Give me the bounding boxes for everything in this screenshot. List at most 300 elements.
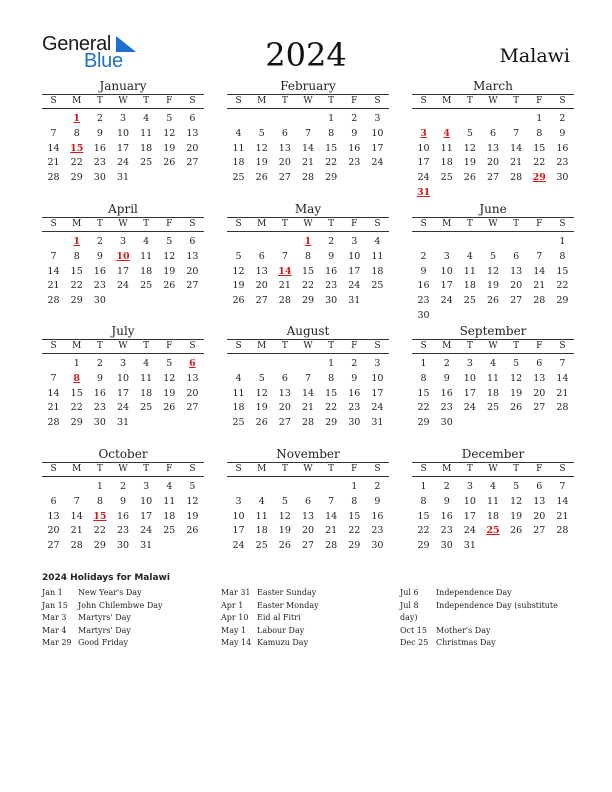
day-cell: 26: [163, 157, 176, 169]
weekday-label: T: [143, 341, 150, 351]
day-cell: 10: [463, 495, 476, 507]
weekday-label: T: [513, 219, 520, 229]
day-cell: 26: [463, 172, 476, 184]
holiday-date-label: May 1: [221, 625, 247, 635]
weekday-label: S: [559, 96, 566, 106]
day-cell: 11: [140, 250, 153, 262]
day-cell: 12: [463, 142, 476, 154]
day-cell: 13: [186, 127, 199, 139]
weekday-label: F: [166, 341, 173, 351]
weekday-label: S: [189, 219, 196, 229]
day-cell: 3: [119, 113, 127, 124]
weekday-label: T: [328, 96, 335, 106]
day-cell: 7: [536, 250, 543, 262]
day-cell: 19: [163, 265, 176, 277]
holiday-date-label: Jul 6: [400, 588, 419, 597]
day-cell: 3: [443, 250, 450, 262]
day-cell: 1: [536, 113, 543, 124]
day-cell: 23: [440, 402, 453, 414]
weekday-label: M: [442, 464, 452, 474]
day-cell: 27: [278, 417, 291, 429]
empty-day-cell: [528, 235, 551, 250]
day-cell: 23: [348, 157, 361, 169]
holiday-date: 31: [416, 186, 431, 198]
day-cell: 7: [73, 495, 80, 507]
holiday-entry: [400, 637, 572, 650]
day-cell: 13: [533, 495, 546, 507]
day-cell: 24: [371, 402, 384, 414]
day-cell: 31: [371, 417, 384, 429]
day-cell: 29: [70, 295, 83, 307]
weekday-label: M: [257, 219, 267, 229]
day-cell: 31: [463, 540, 476, 552]
weekday-label: T: [143, 96, 150, 106]
weekday-label: W: [118, 96, 128, 106]
weekday-label: F: [166, 464, 173, 474]
day-cell: 14: [510, 142, 523, 154]
weekday-label: M: [442, 219, 452, 229]
day-cell: 29: [325, 172, 338, 184]
day-cell: 22: [556, 280, 569, 292]
month-october: [42, 447, 204, 554]
day-cell: 30: [93, 172, 106, 184]
day-cell: 5: [513, 481, 520, 492]
holiday-entry: [221, 612, 391, 625]
day-cell: 2: [559, 113, 566, 124]
day-cell: 15: [417, 510, 430, 522]
day-cell: 7: [50, 372, 57, 384]
day-cell: 25: [486, 402, 500, 414]
holiday-name: John Chilembwe Day: [78, 600, 163, 610]
empty-day-cell: [435, 112, 458, 127]
weekday-label: T: [328, 341, 335, 351]
day-cell: 25: [163, 525, 176, 537]
day-cell: 16: [325, 265, 338, 277]
weekday-label: S: [374, 219, 381, 229]
day-cell: 15: [556, 265, 569, 277]
weekday-header-row: [42, 340, 204, 353]
day-cell: 9: [559, 127, 566, 139]
day-cell: 16: [93, 265, 106, 277]
day-cell: 25: [463, 295, 476, 307]
weekday-label: M: [442, 341, 452, 351]
month-may: [227, 202, 389, 309]
empty-day-cell: [250, 357, 273, 372]
month-divider: [227, 231, 389, 232]
day-cell: 17: [371, 387, 384, 399]
weekday-label: T: [281, 96, 288, 106]
weekday-label: W: [303, 219, 313, 229]
day-cell: 12: [186, 495, 199, 507]
day-grid: [412, 112, 574, 201]
weekday-label: S: [50, 464, 57, 474]
holiday-entry: [221, 637, 391, 650]
day-cell: 30: [348, 417, 361, 429]
day-cell: 23: [556, 157, 569, 169]
day-cell: 22: [533, 157, 546, 169]
weekday-label: S: [50, 96, 57, 106]
day-cell: 20: [486, 157, 500, 169]
day-cell: 10: [116, 127, 130, 139]
weekday-label: M: [72, 341, 82, 351]
month-name: April: [108, 202, 138, 216]
day-cell: 12: [163, 250, 176, 262]
day-cell: 13: [510, 265, 523, 277]
holiday-name: Easter Sunday: [257, 588, 317, 597]
day-cell: 14: [325, 510, 338, 522]
holiday-name: Labour Day: [257, 625, 305, 635]
day-grid: [42, 357, 204, 431]
day-cell: 5: [513, 358, 520, 369]
weekday-label: T: [466, 464, 473, 474]
day-cell: 26: [232, 295, 245, 307]
weekday-label: M: [257, 341, 267, 351]
day-cell: 20: [47, 525, 60, 537]
weekday-label: F: [536, 219, 543, 229]
holiday-name: New Year's Day: [78, 588, 142, 597]
weekday-label: S: [235, 341, 242, 351]
day-cell: 25: [140, 280, 153, 292]
weekday-header-row: [42, 95, 204, 108]
day-cell: 8: [559, 250, 566, 262]
day-cell: 26: [510, 402, 523, 414]
day-cell: 4: [258, 495, 265, 507]
day-cell: 30: [417, 309, 430, 321]
day-cell: 18: [486, 510, 500, 522]
day-cell: 7: [304, 372, 312, 384]
empty-day-cell: [458, 112, 481, 127]
day-cell: 14: [47, 265, 60, 277]
day-cell: 3: [119, 358, 127, 369]
weekday-label: S: [420, 219, 427, 229]
month-name: August: [286, 324, 330, 338]
day-cell: 22: [417, 525, 430, 537]
holiday-date-label: Apr 10: [221, 613, 249, 622]
weekday-header-row: [412, 463, 574, 476]
day-cell: 30: [440, 417, 453, 429]
day-cell: 18: [140, 387, 153, 399]
day-cell: 7: [559, 481, 566, 492]
day-cell: 26: [255, 417, 268, 429]
empty-day-cell: [320, 480, 343, 495]
day-cell: 4: [489, 481, 497, 492]
month-divider: [227, 353, 389, 354]
holiday-date: 3: [420, 127, 427, 139]
weekday-header-row: [227, 218, 389, 231]
day-cell: 8: [304, 250, 312, 262]
day-cell: 8: [73, 127, 80, 139]
day-cell: 10: [440, 265, 453, 277]
day-cell: 13: [533, 372, 546, 384]
day-cell: 26: [186, 525, 199, 537]
weekday-label: W: [118, 341, 128, 351]
holiday-name: Kamuzu Day: [257, 638, 309, 647]
day-cell: 8: [328, 127, 335, 139]
day-cell: 13: [278, 387, 291, 399]
weekday-label: F: [536, 96, 543, 106]
day-cell: 21: [556, 387, 569, 399]
day-cell: 21: [533, 280, 546, 292]
holiday-entry: [221, 600, 391, 613]
day-cell: 21: [47, 157, 60, 169]
day-cell: 13: [486, 142, 500, 154]
day-cell: 22: [348, 525, 361, 537]
day-cell: 24: [116, 280, 130, 292]
month-september: [412, 324, 574, 431]
day-cell: 19: [486, 280, 500, 292]
month-name: January: [99, 79, 147, 93]
holiday-date-label: Jan 1: [42, 588, 63, 597]
holiday-date: 15: [70, 142, 84, 154]
holiday-column: [400, 587, 572, 650]
day-cell: 24: [463, 525, 476, 537]
empty-day-cell: [227, 112, 250, 127]
day-cell: 22: [325, 157, 338, 169]
weekday-label: F: [351, 219, 358, 229]
day-cell: 1: [559, 236, 566, 247]
day-cell: 18: [140, 142, 153, 154]
day-cell: 6: [513, 250, 520, 262]
day-cell: 13: [301, 510, 315, 522]
weekday-label: T: [96, 464, 103, 474]
day-cell: 22: [70, 402, 83, 414]
day-cell: 20: [186, 142, 199, 154]
day-cell: 21: [47, 402, 60, 414]
holiday-entry: [42, 637, 212, 650]
day-cell: 18: [255, 525, 268, 537]
weekday-label: S: [559, 464, 566, 474]
day-cell: 13: [186, 372, 199, 384]
empty-day-cell: [273, 235, 296, 250]
day-cell: 6: [50, 495, 57, 507]
empty-day-cell: [250, 235, 273, 250]
weekday-label: F: [166, 219, 173, 229]
day-cell: 12: [255, 387, 268, 399]
day-cell: 26: [510, 525, 523, 537]
holiday-entry: [400, 587, 572, 600]
day-cell: 5: [166, 236, 173, 247]
day-cell: 1: [328, 358, 335, 369]
day-cell: 15: [301, 265, 315, 277]
day-cell: 3: [466, 358, 473, 369]
day-cell: 31: [348, 295, 361, 307]
day-cell: 26: [278, 540, 291, 552]
holiday-name: Christmas Day: [436, 638, 496, 647]
weekday-label: F: [351, 464, 358, 474]
day-cell: 27: [47, 540, 60, 552]
day-cell: 29: [70, 417, 83, 429]
day-cell: 21: [301, 402, 315, 414]
day-cell: 25: [232, 417, 245, 429]
day-cell: 18: [232, 402, 245, 414]
day-cell: 10: [348, 250, 361, 262]
weekday-label: S: [374, 464, 381, 474]
day-cell: 21: [278, 280, 291, 292]
day-cell: 13: [186, 250, 199, 262]
weekday-label: S: [189, 341, 196, 351]
day-cell: 20: [533, 387, 546, 399]
day-cell: 26: [163, 402, 176, 414]
day-cell: 6: [281, 372, 288, 384]
day-cell: 17: [417, 157, 430, 169]
day-cell: 8: [96, 495, 103, 507]
empty-day-cell: [296, 357, 319, 372]
holiday-date-label: Oct 15: [400, 625, 427, 635]
day-cell: 28: [47, 295, 60, 307]
day-cell: 15: [70, 265, 83, 277]
empty-day-cell: [227, 480, 250, 495]
day-cell: 16: [417, 280, 430, 292]
day-cell: 23: [116, 525, 130, 537]
holiday-date: 14: [278, 265, 292, 277]
day-cell: 14: [533, 265, 546, 277]
day-cell: 7: [50, 127, 57, 139]
day-cell: 26: [255, 172, 268, 184]
day-cell: 4: [374, 236, 381, 247]
weekday-label: W: [488, 96, 498, 106]
day-cell: 23: [371, 525, 384, 537]
day-cell: 1: [96, 481, 103, 492]
day-cell: 24: [232, 540, 245, 552]
day-grid: [227, 357, 389, 431]
day-cell: 31: [116, 172, 130, 184]
weekday-label: W: [488, 464, 498, 474]
empty-day-cell: [273, 357, 296, 372]
day-cell: 16: [116, 510, 130, 522]
weekday-label: S: [420, 96, 427, 106]
day-cell: 1: [328, 113, 335, 124]
day-cell: 7: [559, 358, 566, 369]
weekday-label: M: [72, 96, 82, 106]
holiday-date-label: Dec 25: [400, 638, 429, 647]
holiday-entry: [42, 625, 212, 638]
day-cell: 7: [50, 250, 57, 262]
holiday-date: 25: [486, 525, 500, 537]
day-cell: 9: [96, 250, 103, 262]
day-cell: 9: [328, 250, 335, 262]
day-cell: 29: [556, 295, 569, 307]
weekday-label: T: [143, 464, 150, 474]
weekday-header-row: [227, 95, 389, 108]
day-cell: 20: [186, 387, 199, 399]
day-cell: 19: [232, 280, 245, 292]
day-cell: 13: [255, 265, 268, 277]
holiday-date-label: Mar 31: [221, 588, 251, 597]
day-cell: 28: [278, 295, 291, 307]
day-cell: 18: [140, 265, 153, 277]
day-cell: 8: [328, 372, 335, 384]
day-cell: 30: [116, 540, 130, 552]
day-cell: 4: [466, 250, 473, 262]
weekday-label: M: [72, 464, 82, 474]
empty-day-cell: [458, 235, 481, 250]
day-cell: 9: [96, 372, 103, 384]
day-cell: 14: [301, 387, 315, 399]
holiday-entry: [42, 612, 212, 625]
day-cell: 25: [232, 172, 245, 184]
month-divider: [42, 476, 204, 477]
day-cell: 27: [301, 540, 315, 552]
day-cell: 24: [463, 402, 476, 414]
day-cell: 11: [232, 142, 245, 154]
day-cell: 29: [348, 540, 361, 552]
day-cell: 2: [96, 236, 103, 247]
weekday-label: S: [374, 96, 381, 106]
day-cell: 6: [189, 113, 196, 124]
day-cell: 20: [533, 510, 546, 522]
day-cell: 14: [70, 510, 83, 522]
weekday-label: F: [351, 341, 358, 351]
weekday-label: W: [303, 464, 313, 474]
day-cell: 17: [463, 510, 476, 522]
day-cell: 30: [371, 540, 384, 552]
day-cell: 26: [486, 295, 500, 307]
holiday-date-label: Jul 8: [400, 600, 419, 610]
day-cell: 28: [510, 172, 523, 184]
day-cell: 29: [325, 417, 338, 429]
day-grid: [412, 357, 574, 431]
empty-day-cell: [227, 235, 250, 250]
day-cell: 17: [116, 265, 130, 277]
day-cell: 23: [93, 402, 106, 414]
holiday-name: Good Friday: [78, 638, 129, 647]
day-cell: 3: [143, 481, 150, 492]
holiday-date-label: Mar 29: [42, 638, 72, 647]
day-cell: 2: [351, 113, 358, 124]
day-cell: 2: [420, 250, 427, 262]
day-cell: 16: [93, 142, 106, 154]
day-cell: 28: [556, 525, 569, 537]
day-cell: 9: [443, 372, 450, 384]
day-cell: 9: [443, 495, 450, 507]
month-name: November: [276, 447, 340, 461]
day-cell: 3: [374, 113, 381, 124]
empty-day-cell: [481, 112, 504, 127]
day-cell: 1: [420, 358, 427, 369]
day-cell: 29: [70, 172, 83, 184]
month-divider: [412, 353, 574, 354]
day-cell: 8: [420, 495, 427, 507]
day-cell: 14: [47, 142, 60, 154]
holiday-column: [221, 587, 391, 650]
day-cell: 16: [440, 510, 453, 522]
empty-day-cell: [412, 235, 435, 250]
day-cell: 18: [463, 280, 476, 292]
day-cell: 12: [486, 265, 500, 277]
weekday-label: W: [118, 464, 128, 474]
day-cell: 24: [440, 295, 453, 307]
day-cell: 16: [371, 510, 384, 522]
day-cell: 29: [417, 540, 430, 552]
month-name: June: [479, 202, 507, 216]
day-cell: 5: [281, 495, 288, 507]
day-cell: 19: [163, 387, 176, 399]
day-cell: 22: [417, 402, 430, 414]
day-cell: 18: [232, 157, 245, 169]
day-cell: 21: [556, 510, 569, 522]
day-cell: 14: [556, 372, 569, 384]
day-cell: 28: [70, 540, 83, 552]
country-name: Malawi: [499, 45, 570, 67]
day-cell: 7: [513, 127, 520, 139]
day-cell: 17: [232, 525, 245, 537]
day-cell: 15: [70, 387, 83, 399]
weekday-label: S: [235, 219, 242, 229]
day-cell: 4: [166, 481, 173, 492]
day-cell: 24: [417, 172, 430, 184]
day-cell: 19: [255, 402, 268, 414]
month-name: October: [98, 447, 148, 461]
